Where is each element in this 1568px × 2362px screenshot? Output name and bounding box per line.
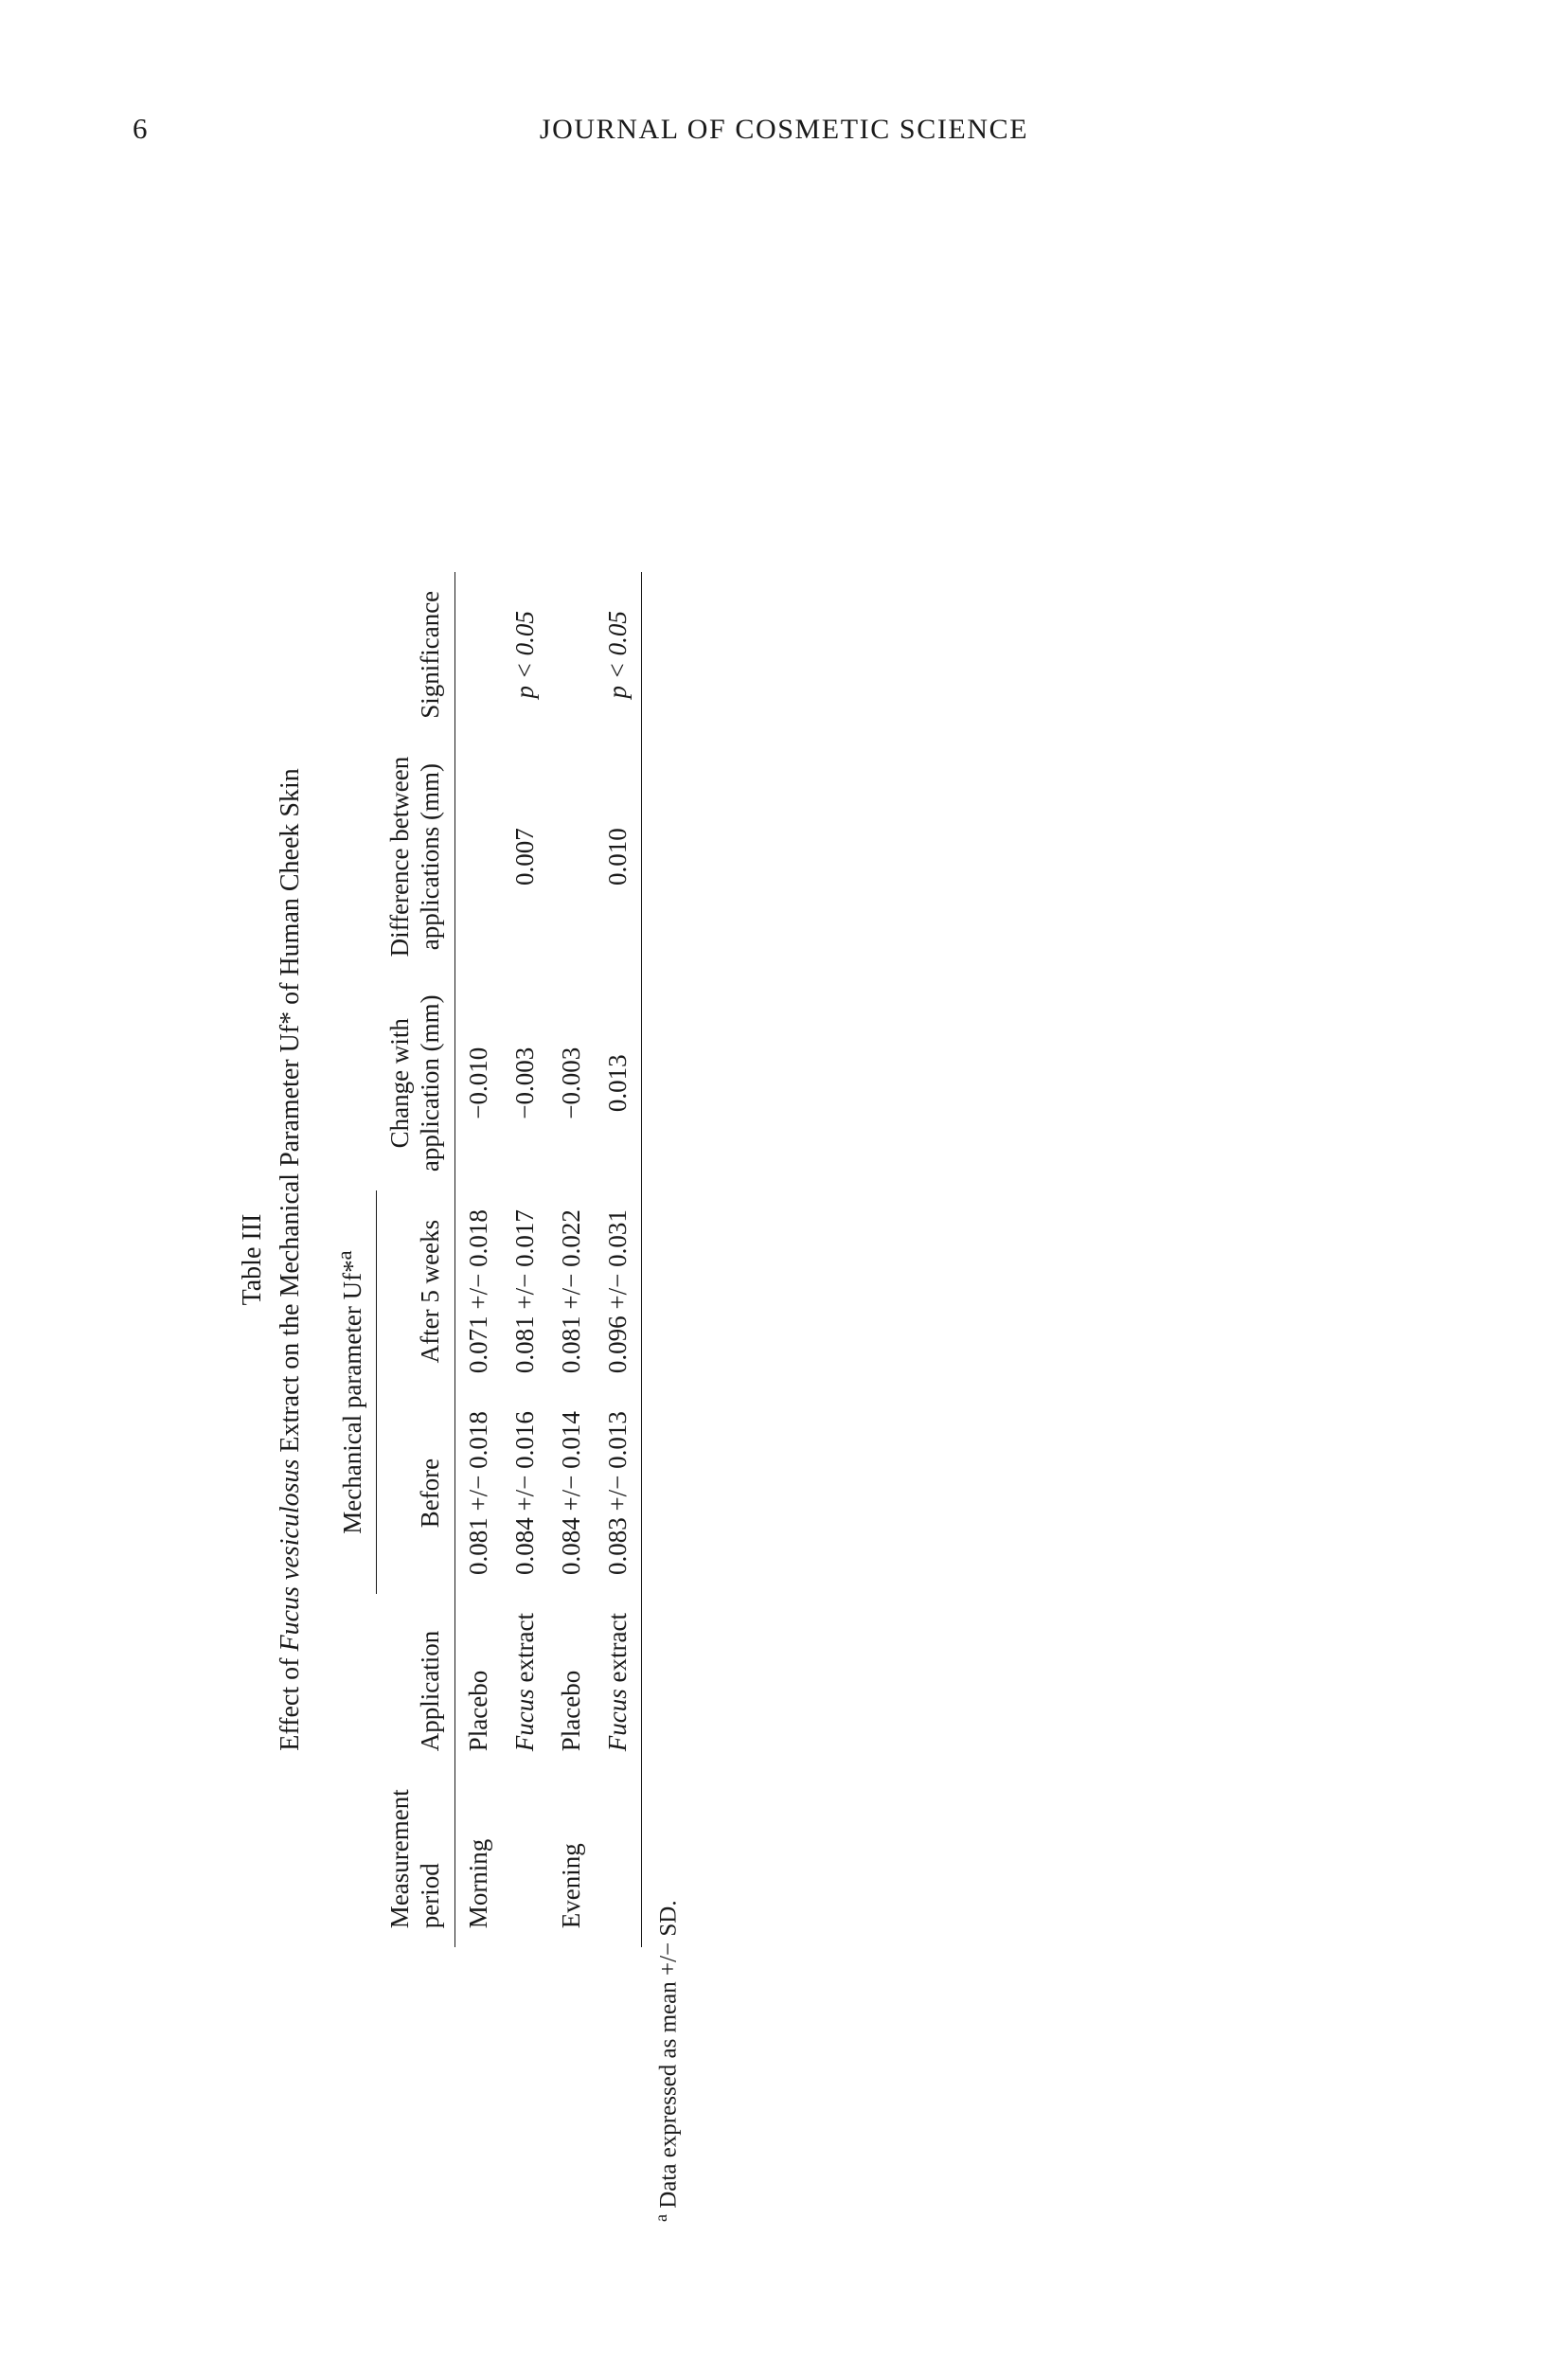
col-header-change-line1: Change with: [385, 1018, 415, 1149]
caption-species: Fucus vesiculosus: [275, 1458, 305, 1652]
cell-application: [548, 1594, 595, 1770]
table-block: [235, 284, 1333, 2235]
col-header-difference-line2: applications (mm): [416, 763, 445, 951]
table-head: [324, 572, 455, 1947]
table-label: Table III: [238, 1213, 267, 1306]
col-header-significance-label: Significance: [416, 590, 445, 719]
cell-significance: [548, 572, 595, 738]
cell-period: Evening: [556, 1843, 585, 1929]
table-footnote: [651, 294, 682, 2226]
cell-before: 0.084 +/− 0.014: [556, 1411, 585, 1576]
group-header-label: Mechanical parameter Uf*: [337, 1260, 366, 1534]
cell-before: 0.081 +/− 0.018: [463, 1411, 492, 1576]
col-header-application-label: Application: [416, 1630, 445, 1752]
col-header-change: [376, 975, 454, 1190]
cell-difference: 0.010: [595, 738, 642, 976]
table-body: [454, 572, 641, 1947]
cell-difference: [548, 738, 595, 976]
table-row: [454, 572, 502, 1947]
col-header-difference: [376, 738, 454, 976]
caption-post: Extract on the Mechanical Parameter Uf* of Human Cheek Skin: [275, 768, 305, 1459]
col-header-before: [376, 1392, 454, 1594]
col-header-significance: [376, 572, 454, 738]
results-table: [324, 572, 642, 1947]
group-header-mechanical-parameter: [324, 1190, 377, 1594]
cell-change: −0.010: [463, 1047, 492, 1119]
cell-change: −0.003: [556, 1047, 585, 1119]
cell-application: [502, 1594, 548, 1770]
cell-application-italic: Fucus: [509, 1689, 539, 1752]
cell-significance: [454, 572, 502, 738]
col-header-measurement-period-line2: period: [416, 1863, 445, 1929]
table-caption-text: [273, 294, 309, 2226]
cell-application-text: Placebo: [463, 1670, 492, 1752]
footnote-text: Data expressed as mean +/− SD.: [655, 1900, 682, 2214]
cell-after: 0.096 +/− 0.031: [595, 1190, 642, 1392]
group-header-row: [324, 572, 377, 1947]
cell-significance: p < 0.05: [509, 611, 539, 699]
group-header-spacer-change: [324, 975, 377, 1190]
cell-application-text: extract: [509, 1613, 539, 1690]
column-header-row: [376, 572, 454, 1947]
cell-before: 0.083 +/− 0.013: [595, 1392, 642, 1594]
cell-change: 0.013: [595, 975, 642, 1190]
cell-period: [595, 1770, 642, 1947]
cell-application-text: extract: [602, 1613, 632, 1690]
cell-application-italic: Fucus: [602, 1689, 632, 1752]
col-header-after: [376, 1190, 454, 1392]
cell-before: 0.084 +/− 0.016: [509, 1411, 539, 1576]
group-header-spacer-application: [324, 1594, 377, 1770]
cell-application: [595, 1594, 642, 1770]
col-header-measurement-period: [376, 1770, 454, 1947]
col-header-before-label: Before: [416, 1458, 445, 1529]
col-header-after-label: After 5 weeks: [416, 1219, 445, 1364]
cell-after: 0.071 +/− 0.018: [463, 1209, 492, 1374]
caption-pre: Effect of: [275, 1651, 305, 1751]
group-header-spacer-difference: [324, 738, 377, 976]
table-caption: [235, 294, 309, 2226]
cell-significance: p < 0.05: [595, 572, 642, 738]
rotated-table-container: [235, 284, 1333, 2235]
group-header-spacer-period: [324, 1770, 377, 1947]
table-row: [548, 572, 595, 1947]
footnote-marker: a: [650, 2214, 670, 2222]
cell-after: 0.081 +/− 0.017: [509, 1209, 539, 1374]
col-header-difference-line1: Difference between: [385, 756, 415, 957]
col-header-change-line2: application (mm): [416, 994, 445, 1172]
cell-change: −0.003: [509, 1047, 539, 1119]
cell-period: Morning: [463, 1838, 492, 1929]
running-head-title: JOURNAL OF COSMETIC SCIENCE: [539, 114, 1029, 145]
col-header-measurement-period-line1: Measurement: [385, 1789, 415, 1929]
group-header-footnote-marker: a: [331, 1250, 356, 1261]
cell-period: [502, 1770, 548, 1947]
cell-application: [454, 1594, 502, 1770]
col-header-application: [376, 1594, 454, 1770]
page-number: 6: [133, 112, 148, 145]
cell-difference: 0.007: [509, 828, 539, 886]
group-header-spacer-significance: [324, 572, 377, 738]
cell-after: 0.081 +/− 0.022: [556, 1209, 585, 1374]
table-row: [595, 572, 642, 1947]
cell-difference: [454, 738, 502, 976]
table-row: [502, 572, 548, 1947]
cell-application-text: Placebo: [556, 1670, 585, 1752]
